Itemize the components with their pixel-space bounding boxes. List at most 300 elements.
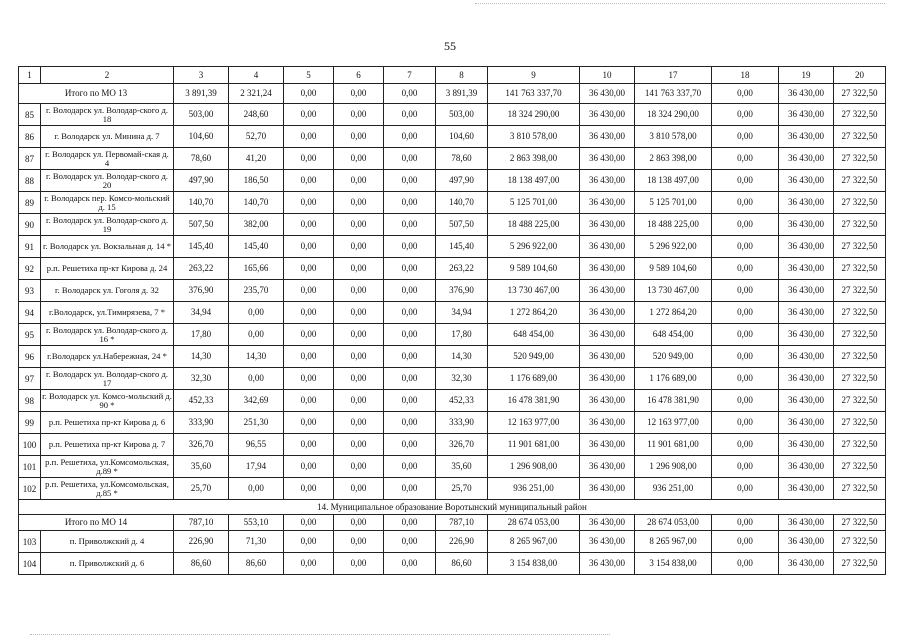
value-cell: 5 125 701,00 <box>635 192 712 214</box>
value-cell: 0,00 <box>229 368 284 390</box>
value-cell: 145,40 <box>174 236 229 258</box>
value-cell: 27 322,50 <box>834 302 886 324</box>
table-row <box>19 531 886 553</box>
value-cell: 0,00 <box>712 553 779 575</box>
value-cell: 0,00 <box>284 324 334 346</box>
row-number: 101 <box>19 456 41 478</box>
value-cell: 3 810 578,00 <box>635 126 712 148</box>
value-cell: 0,00 <box>284 148 334 170</box>
value-cell: 0,00 <box>712 390 779 412</box>
scan-artifact-bottom <box>30 634 610 636</box>
value-cell: 141 763 337,70 <box>635 84 712 104</box>
value-cell: 28 674 053,00 <box>488 515 580 531</box>
value-cell: 376,90 <box>436 280 488 302</box>
value-cell: 14,30 <box>229 346 284 368</box>
value-cell: 9 589 104,60 <box>488 258 580 280</box>
header-cell: 17 <box>635 67 712 84</box>
value-cell: 0,00 <box>284 412 334 434</box>
value-cell: 0,00 <box>712 214 779 236</box>
value-cell: 0,00 <box>384 324 436 346</box>
header-cell: 10 <box>580 67 635 84</box>
value-cell: 36 430,00 <box>580 346 635 368</box>
value-cell: 3 154 838,00 <box>488 553 580 575</box>
value-cell: 0,00 <box>334 456 384 478</box>
value-cell: 1 272 864,20 <box>488 302 580 324</box>
value-cell: 0,00 <box>384 368 436 390</box>
value-cell: 0,00 <box>334 258 384 280</box>
value-cell: 1 296 908,00 <box>488 456 580 478</box>
value-cell: 0,00 <box>384 390 436 412</box>
row-number: 90 <box>19 214 41 236</box>
table-row <box>19 104 886 126</box>
value-cell: 18 488 225,00 <box>488 214 580 236</box>
value-cell: 0,00 <box>384 531 436 553</box>
total-row <box>19 515 886 531</box>
value-cell: 78,60 <box>174 148 229 170</box>
value-cell: 0,00 <box>334 148 384 170</box>
value-cell: 0,00 <box>284 104 334 126</box>
value-cell: 0,00 <box>384 553 436 575</box>
address-cell: г. Володарск ул. Гоголя д. 32 <box>41 280 174 302</box>
header-row <box>19 67 886 84</box>
value-cell: 0,00 <box>712 412 779 434</box>
total-label: Итого по МО 14 <box>19 515 174 531</box>
value-cell: 0,00 <box>384 148 436 170</box>
table-row <box>19 236 886 258</box>
value-cell: 25,70 <box>436 478 488 500</box>
value-cell: 27 322,50 <box>834 192 886 214</box>
value-cell: 0,00 <box>284 192 334 214</box>
table-row <box>19 324 886 346</box>
value-cell: 333,90 <box>174 412 229 434</box>
header-cell: 20 <box>834 67 886 84</box>
value-cell: 0,00 <box>334 170 384 192</box>
value-cell: 86,60 <box>174 553 229 575</box>
value-cell: 0,00 <box>384 280 436 302</box>
value-cell: 86,60 <box>229 553 284 575</box>
value-cell: 226,90 <box>174 531 229 553</box>
row-number: 88 <box>19 170 41 192</box>
value-cell: 5 296 922,00 <box>488 236 580 258</box>
value-cell: 0,00 <box>334 126 384 148</box>
row-number: 87 <box>19 148 41 170</box>
value-cell: 0,00 <box>334 412 384 434</box>
value-cell: 0,00 <box>334 515 384 531</box>
table-body <box>19 67 886 575</box>
address-cell: п. Приволжский д. 4 <box>41 531 174 553</box>
value-cell: 0,00 <box>334 434 384 456</box>
table-row <box>19 412 886 434</box>
address-cell: р.п. Решетиха пр-кт Кирова д. 24 <box>41 258 174 280</box>
address-cell: р.п. Решетиха, ул.Комсомольская, д.89 * <box>41 456 174 478</box>
value-cell: 497,90 <box>436 170 488 192</box>
value-cell: 27 322,50 <box>834 346 886 368</box>
value-cell: 326,70 <box>174 434 229 456</box>
value-cell: 27 322,50 <box>834 412 886 434</box>
value-cell: 18 138 497,00 <box>635 170 712 192</box>
table-row <box>19 390 886 412</box>
value-cell: 0,00 <box>229 302 284 324</box>
value-cell: 36 430,00 <box>580 148 635 170</box>
value-cell: 36 430,00 <box>779 192 834 214</box>
value-cell: 382,00 <box>229 214 284 236</box>
value-cell: 35,60 <box>174 456 229 478</box>
value-cell: 0,00 <box>384 170 436 192</box>
value-cell: 3 891,39 <box>174 84 229 104</box>
value-cell: 0,00 <box>334 84 384 104</box>
value-cell: 35,60 <box>436 456 488 478</box>
value-cell: 27 322,50 <box>834 515 886 531</box>
value-cell: 1 272 864,20 <box>635 302 712 324</box>
value-cell: 36 430,00 <box>580 104 635 126</box>
value-cell: 452,33 <box>436 390 488 412</box>
header-cell: 7 <box>384 67 436 84</box>
value-cell: 1 176 689,00 <box>635 368 712 390</box>
value-cell: 0,00 <box>334 104 384 126</box>
value-cell: 165,66 <box>229 258 284 280</box>
page-number: 55 <box>444 39 456 53</box>
value-cell: 36 430,00 <box>580 192 635 214</box>
value-cell: 0,00 <box>284 478 334 500</box>
value-cell: 36 430,00 <box>580 390 635 412</box>
address-cell: г. Володарск ул. Первомай-ская д. 4 <box>41 148 174 170</box>
row-number: 93 <box>19 280 41 302</box>
value-cell: 0,00 <box>712 258 779 280</box>
value-cell: 27 322,50 <box>834 104 886 126</box>
value-cell: 0,00 <box>334 236 384 258</box>
value-cell: 3 154 838,00 <box>635 553 712 575</box>
value-cell: 452,33 <box>174 390 229 412</box>
value-cell: 36 430,00 <box>779 324 834 346</box>
row-number: 98 <box>19 390 41 412</box>
value-cell: 0,00 <box>384 236 436 258</box>
value-cell: 0,00 <box>712 126 779 148</box>
value-cell: 36 430,00 <box>779 104 834 126</box>
row-number: 86 <box>19 126 41 148</box>
value-cell: 503,00 <box>174 104 229 126</box>
value-cell: 140,70 <box>229 192 284 214</box>
value-cell: 520 949,00 <box>635 346 712 368</box>
total-row <box>19 84 886 104</box>
address-cell: г.Володарск, ул.Тимирязева, 7 * <box>41 302 174 324</box>
value-cell: 36 430,00 <box>779 390 834 412</box>
value-cell: 36 430,00 <box>779 434 834 456</box>
value-cell: 27 322,50 <box>834 84 886 104</box>
value-cell: 36 430,00 <box>779 302 834 324</box>
section-title: 14. Муниципальное образование Воротынский муниципальный район <box>19 500 886 515</box>
value-cell: 11 901 681,00 <box>488 434 580 456</box>
value-cell: 507,50 <box>436 214 488 236</box>
value-cell: 9 589 104,60 <box>635 258 712 280</box>
value-cell: 0,00 <box>284 515 334 531</box>
value-cell: 36 430,00 <box>779 258 834 280</box>
table-row <box>19 258 886 280</box>
value-cell: 0,00 <box>384 126 436 148</box>
section-row <box>19 500 886 515</box>
value-cell: 0,00 <box>384 258 436 280</box>
value-cell: 497,90 <box>174 170 229 192</box>
value-cell: 140,70 <box>174 192 229 214</box>
address-cell: г. Володарск ул. Володар-ского д. 18 <box>41 104 174 126</box>
value-cell: 28 674 053,00 <box>635 515 712 531</box>
value-cell: 8 265 967,00 <box>635 531 712 553</box>
value-cell: 226,90 <box>436 531 488 553</box>
value-cell: 36 430,00 <box>779 368 834 390</box>
value-cell: 27 322,50 <box>834 434 886 456</box>
header-cell: 4 <box>229 67 284 84</box>
address-cell: г. Володарск ул. Володар-ского д. 20 <box>41 170 174 192</box>
value-cell: 17,80 <box>174 324 229 346</box>
value-cell: 0,00 <box>334 553 384 575</box>
value-cell: 0,00 <box>284 456 334 478</box>
value-cell: 36 430,00 <box>779 84 834 104</box>
row-number: 85 <box>19 104 41 126</box>
value-cell: 36 430,00 <box>580 280 635 302</box>
value-cell: 2 321,24 <box>229 84 284 104</box>
table-row <box>19 214 886 236</box>
value-cell: 1 176 689,00 <box>488 368 580 390</box>
header-cell: 5 <box>284 67 334 84</box>
value-cell: 13 730 467,00 <box>635 280 712 302</box>
value-cell: 27 322,50 <box>834 236 886 258</box>
value-cell: 18 324 290,00 <box>488 104 580 126</box>
value-cell: 0,00 <box>712 84 779 104</box>
value-cell: 36 430,00 <box>580 324 635 346</box>
value-cell: 36 430,00 <box>779 280 834 302</box>
value-cell: 0,00 <box>712 456 779 478</box>
value-cell: 0,00 <box>384 412 436 434</box>
value-cell: 12 163 977,00 <box>635 412 712 434</box>
value-cell: 18 324 290,00 <box>635 104 712 126</box>
row-number: 103 <box>19 531 41 553</box>
row-number: 102 <box>19 478 41 500</box>
value-cell: 0,00 <box>384 456 436 478</box>
value-cell: 2 863 398,00 <box>488 148 580 170</box>
value-cell: 648 454,00 <box>488 324 580 346</box>
value-cell: 787,10 <box>174 515 229 531</box>
value-cell: 145,40 <box>229 236 284 258</box>
value-cell: 36 430,00 <box>580 478 635 500</box>
value-cell: 36 430,00 <box>580 553 635 575</box>
value-cell: 0,00 <box>712 236 779 258</box>
value-cell: 0,00 <box>284 553 334 575</box>
value-cell: 0,00 <box>284 346 334 368</box>
value-cell: 0,00 <box>284 84 334 104</box>
value-cell: 0,00 <box>334 302 384 324</box>
value-cell: 0,00 <box>284 126 334 148</box>
value-cell: 0,00 <box>334 346 384 368</box>
address-cell: г. Володарск ул. Володар-ского д. 19 <box>41 214 174 236</box>
address-cell: г. Володарск ул. Комсо-мольский д. 90 * <box>42 391 172 410</box>
value-cell: 27 322,50 <box>834 258 886 280</box>
value-cell: 16 478 381,90 <box>488 390 580 412</box>
value-cell: 17,80 <box>436 324 488 346</box>
value-cell: 36 430,00 <box>779 515 834 531</box>
data-table <box>18 66 886 575</box>
address-cell: г. Володарск ул. Володар-ского д. 16 * <box>41 324 174 346</box>
value-cell: 104,60 <box>174 126 229 148</box>
value-cell: 0,00 <box>284 368 334 390</box>
table-row <box>19 456 886 478</box>
value-cell: 263,22 <box>174 258 229 280</box>
value-cell: 41,20 <box>229 148 284 170</box>
value-cell: 27 322,50 <box>834 280 886 302</box>
value-cell: 5 296 922,00 <box>635 236 712 258</box>
value-cell: 17,94 <box>229 456 284 478</box>
value-cell: 27 322,50 <box>834 553 886 575</box>
value-cell: 140,70 <box>436 192 488 214</box>
value-cell: 36 430,00 <box>779 214 834 236</box>
value-cell: 36 430,00 <box>779 126 834 148</box>
header-cell: 18 <box>712 67 779 84</box>
value-cell: 18 138 497,00 <box>488 170 580 192</box>
value-cell: 507,50 <box>174 214 229 236</box>
table-row <box>19 126 886 148</box>
value-cell: 36 430,00 <box>779 170 834 192</box>
row-number: 91 <box>19 236 41 258</box>
value-cell: 263,22 <box>436 258 488 280</box>
value-cell: 0,00 <box>712 148 779 170</box>
value-cell: 0,00 <box>284 302 334 324</box>
value-cell: 27 322,50 <box>834 170 886 192</box>
value-cell: 36 430,00 <box>580 456 635 478</box>
value-cell: 0,00 <box>284 390 334 412</box>
value-cell: 36 430,00 <box>779 456 834 478</box>
value-cell: 0,00 <box>712 515 779 531</box>
value-cell: 0,00 <box>712 531 779 553</box>
value-cell: 36 430,00 <box>779 478 834 500</box>
table-row <box>19 170 886 192</box>
value-cell: 27 322,50 <box>834 214 886 236</box>
header-cell: 3 <box>174 67 229 84</box>
value-cell: 36 430,00 <box>580 531 635 553</box>
value-cell: 27 322,50 <box>834 390 886 412</box>
value-cell: 1 296 908,00 <box>635 456 712 478</box>
value-cell: 0,00 <box>334 531 384 553</box>
total-label: Итого по МО 13 <box>19 84 174 104</box>
value-cell: 235,70 <box>229 280 284 302</box>
value-cell: 326,70 <box>436 434 488 456</box>
header-cell: 6 <box>334 67 384 84</box>
value-cell: 141 763 337,70 <box>488 84 580 104</box>
value-cell: 27 322,50 <box>834 531 886 553</box>
value-cell: 34,94 <box>436 302 488 324</box>
address-cell: г.Володарск ул.Набережная, 24 * <box>41 346 174 368</box>
value-cell: 248,60 <box>229 104 284 126</box>
value-cell: 0,00 <box>284 170 334 192</box>
value-cell: 36 430,00 <box>779 236 834 258</box>
value-cell: 27 322,50 <box>834 456 886 478</box>
row-number: 94 <box>19 302 41 324</box>
value-cell: 36 430,00 <box>779 531 834 553</box>
header-cell: 19 <box>779 67 834 84</box>
value-cell: 27 322,50 <box>834 478 886 500</box>
table-row <box>19 346 886 368</box>
value-cell: 71,30 <box>229 531 284 553</box>
address-cell: г. Володарск пер. Комсо-мольский д. 15 <box>41 192 174 214</box>
value-cell: 86,60 <box>436 553 488 575</box>
row-number: 95 <box>19 324 41 346</box>
value-cell: 0,00 <box>284 280 334 302</box>
value-cell: 333,90 <box>436 412 488 434</box>
value-cell: 0,00 <box>384 434 436 456</box>
value-cell: 2 863 398,00 <box>635 148 712 170</box>
value-cell: 16 478 381,90 <box>635 390 712 412</box>
value-cell: 0,00 <box>334 478 384 500</box>
value-cell: 36 430,00 <box>580 368 635 390</box>
value-cell: 145,40 <box>436 236 488 258</box>
value-cell: 186,50 <box>229 170 284 192</box>
value-cell: 14,30 <box>436 346 488 368</box>
value-cell: 36 430,00 <box>580 434 635 456</box>
value-cell: 0,00 <box>384 302 436 324</box>
row-number: 89 <box>19 192 41 214</box>
value-cell: 36 430,00 <box>779 412 834 434</box>
value-cell: 0,00 <box>384 192 436 214</box>
value-cell: 78,60 <box>436 148 488 170</box>
address-cell: п. Приволжский д. 6 <box>41 553 174 575</box>
address-cell: р.п. Решетиха, ул.Комсомольская, д.85 * <box>41 478 174 500</box>
value-cell: 96,55 <box>229 434 284 456</box>
row-number: 92 <box>19 258 41 280</box>
header-cell: 1 <box>19 67 41 84</box>
value-cell: 27 322,50 <box>834 324 886 346</box>
table-row <box>19 368 886 390</box>
value-cell: 0,00 <box>712 104 779 126</box>
value-cell: 787,10 <box>436 515 488 531</box>
value-cell: 0,00 <box>284 236 334 258</box>
value-cell: 0,00 <box>384 84 436 104</box>
header-cell: 9 <box>488 67 580 84</box>
value-cell: 936 251,00 <box>635 478 712 500</box>
value-cell: 25,70 <box>174 478 229 500</box>
row-number: 99 <box>19 412 41 434</box>
table-row <box>19 478 886 500</box>
value-cell: 11 901 681,00 <box>635 434 712 456</box>
value-cell: 36 430,00 <box>580 170 635 192</box>
value-cell: 520 949,00 <box>488 346 580 368</box>
value-cell: 34,94 <box>174 302 229 324</box>
value-cell: 342,69 <box>229 390 284 412</box>
value-cell: 36 430,00 <box>580 126 635 148</box>
value-cell: 36 430,00 <box>779 346 834 368</box>
value-cell: 36 430,00 <box>580 236 635 258</box>
value-cell: 0,00 <box>334 214 384 236</box>
value-cell: 0,00 <box>712 170 779 192</box>
address-cell: р.п. Решетиха пр-кт Кирова д. 6 <box>41 412 174 434</box>
value-cell: 0,00 <box>284 214 334 236</box>
value-cell: 0,00 <box>229 324 284 346</box>
value-cell: 36 430,00 <box>779 148 834 170</box>
value-cell: 27 322,50 <box>834 368 886 390</box>
value-cell: 376,90 <box>174 280 229 302</box>
value-cell: 32,30 <box>436 368 488 390</box>
value-cell: 0,00 <box>712 368 779 390</box>
value-cell: 13 730 467,00 <box>488 280 580 302</box>
value-cell: 0,00 <box>712 324 779 346</box>
value-cell: 0,00 <box>384 346 436 368</box>
value-cell: 3 891,39 <box>436 84 488 104</box>
value-cell: 27 322,50 <box>834 126 886 148</box>
table-row <box>19 148 886 170</box>
value-cell: 36 430,00 <box>580 84 635 104</box>
value-cell: 52,70 <box>229 126 284 148</box>
address-cell: г. Володарск ул. Минина д. 7 <box>41 126 174 148</box>
value-cell: 36 430,00 <box>580 412 635 434</box>
value-cell: 32,30 <box>174 368 229 390</box>
value-cell: 553,10 <box>229 515 284 531</box>
value-cell: 27 322,50 <box>834 148 886 170</box>
